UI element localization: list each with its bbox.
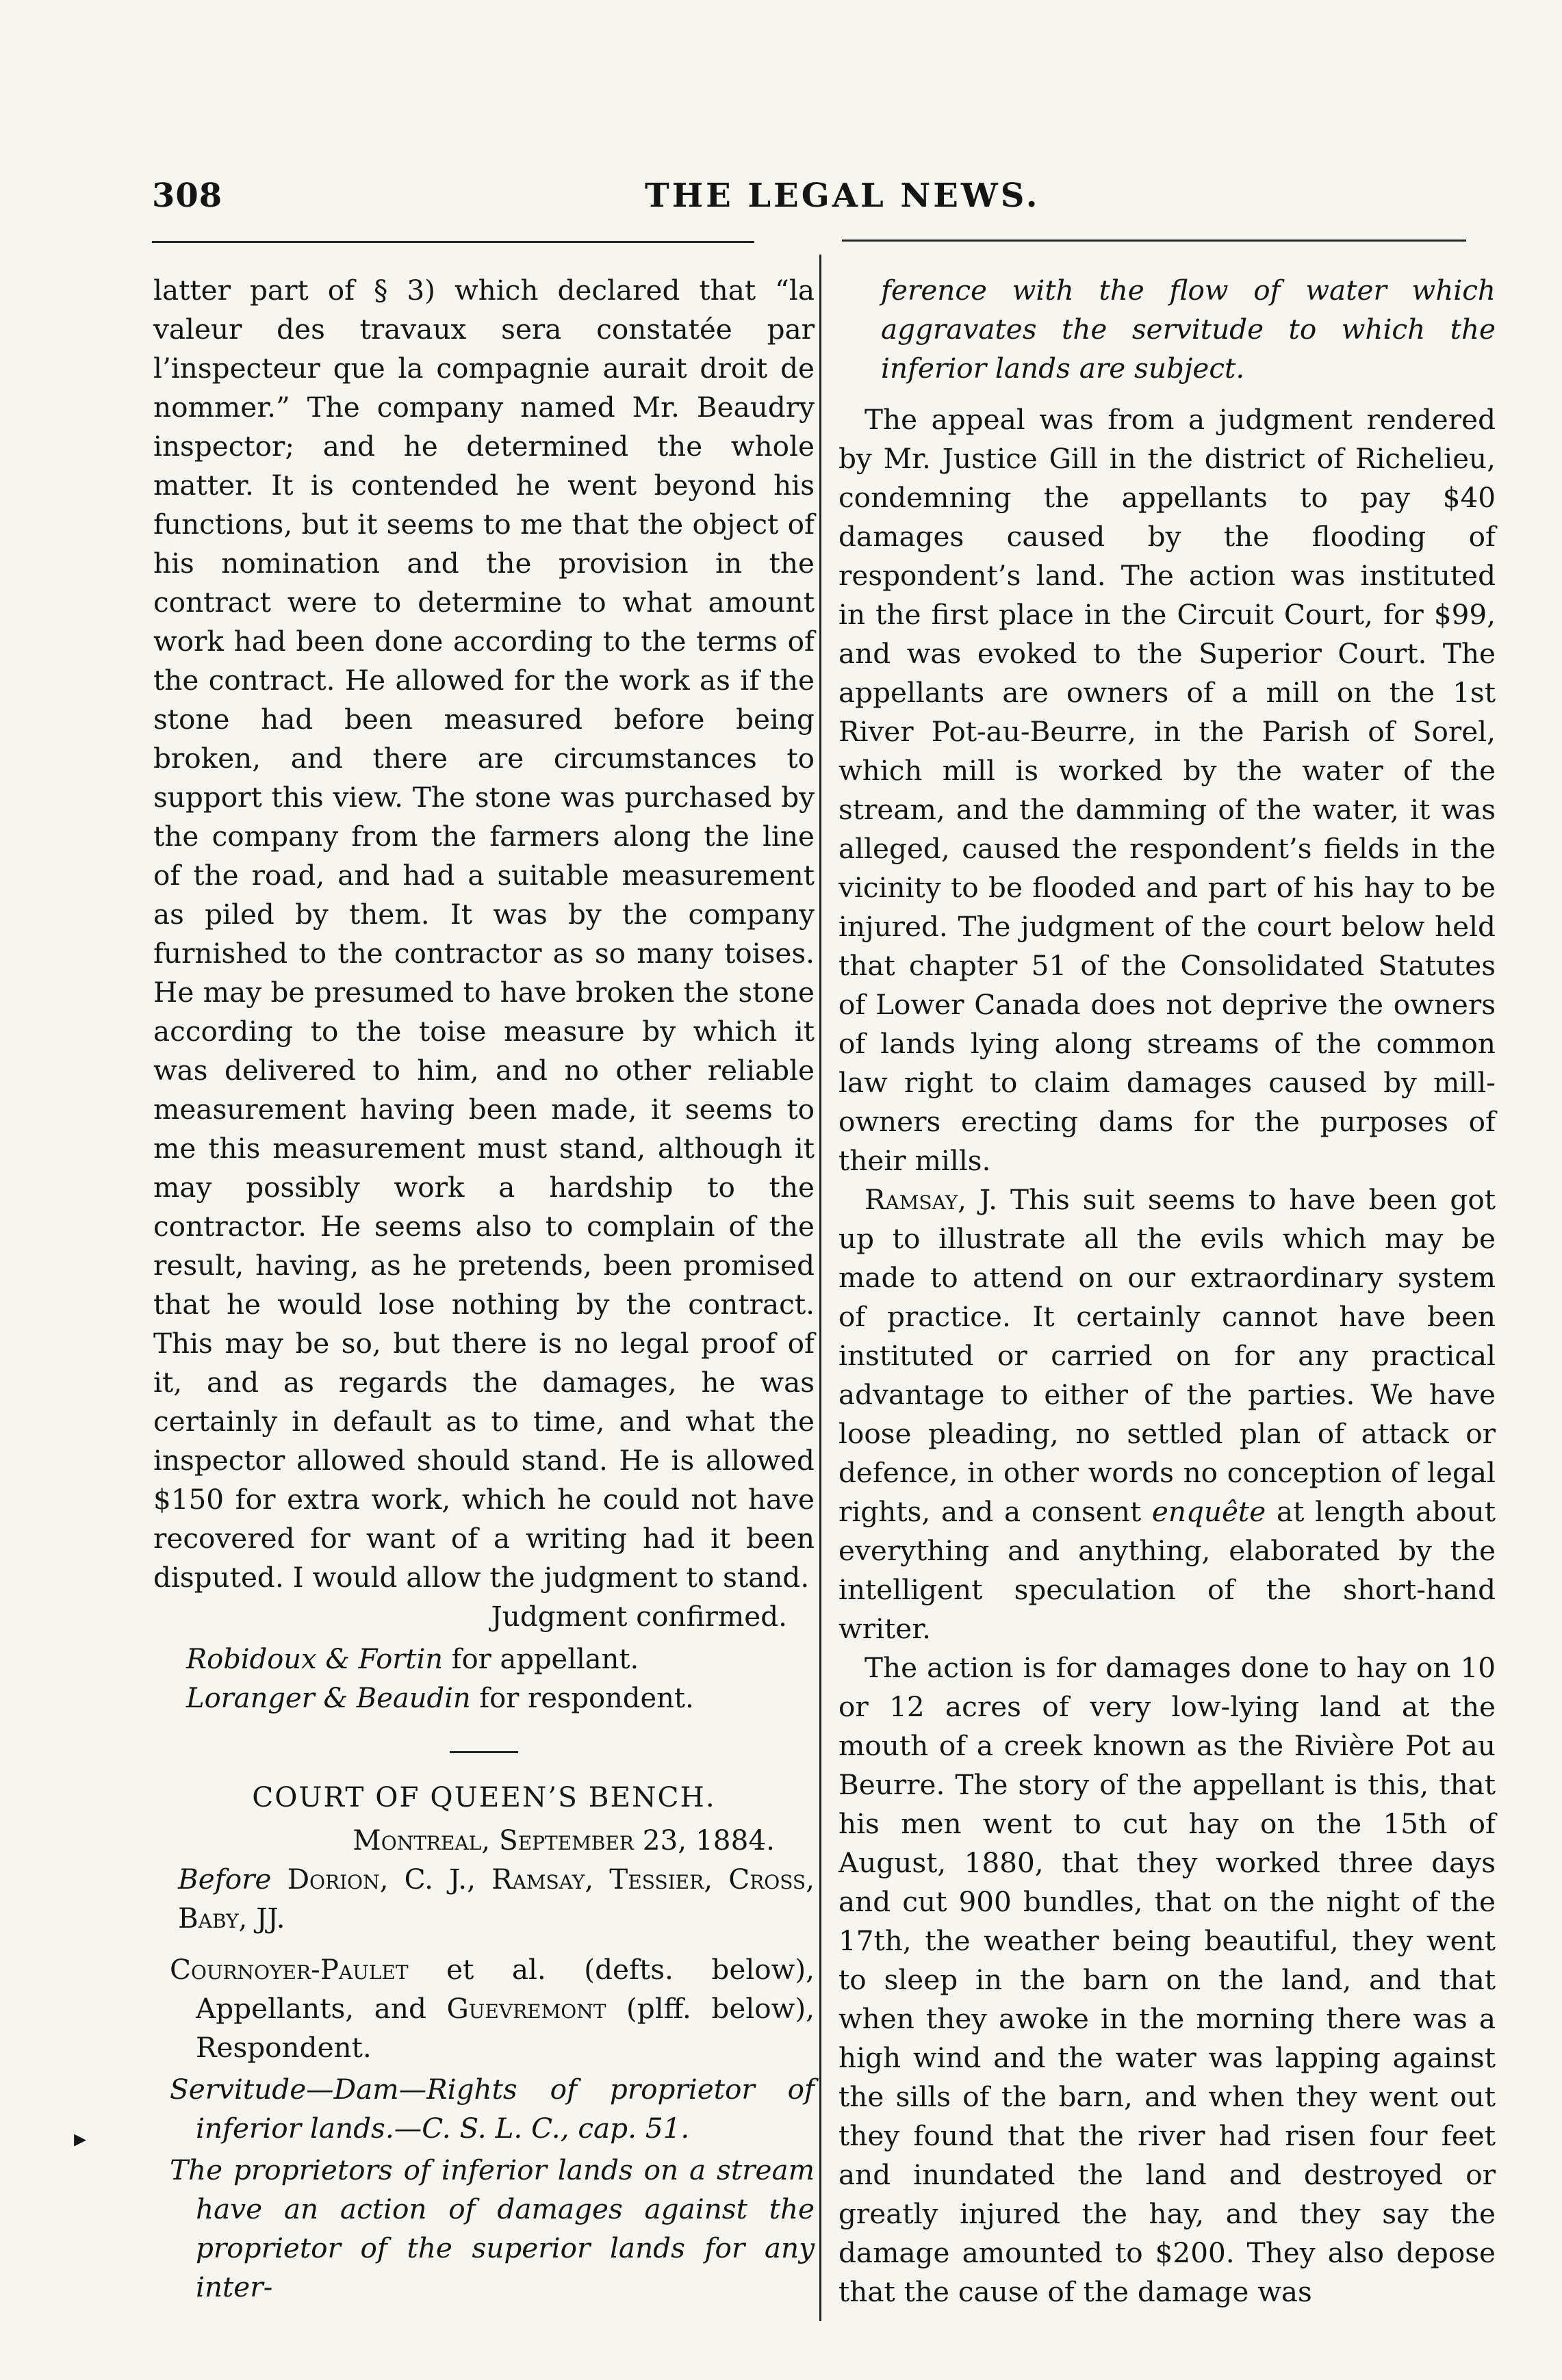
right-column — [838, 271, 1496, 2312]
counsel-respondent-role: for respondent. — [479, 1683, 694, 1714]
running-title: THE LEGAL NEWS. — [645, 177, 1040, 215]
date-line: Montreal, September 23, 1884. — [353, 1824, 775, 1857]
counsel-appellant-names: Robidoux & Fortin — [186, 1644, 444, 1675]
left-paragraph-1: latter part of § 3) which declared that “la valeur des travaux sera constatée par l’inspecteur que la compagnie aurait droit de nommer.” The company named Mr. Beaudry inspector; and he determined the whole matter. It is contended he went beyond his functions, but it seems to me that the object of his nomination and the provision in the contract were to determine to what amount work had been done according to the terms of the contract. He allowed for the work as if the stone had been measured before being broken, and there are circumstances to support this view. The stone was purchased by the company from the farmers along the line of the road, and had a suitable measurement as piled by them. It was by the company furnished to the contractor as so many toises. He may be presumed to have broken the stone according to the toise measure by which it was delivered to him, and no other reliable measurement having been made, it seems to me this measurement must stand, although it may possibly work a hardship to the contractor. He seems also to complain of the result, having, as he pretends, been promised that he would lose nothing by the contract. This may be so, but there is no legal proof of it, and as regards the damages, he was certainly in default as to time, and what the inspector allowed should stand. He is allowed $150 for extra work, which he could not have recovered for want of a writing had it been disputed. I would allow the judgment to stand. — [153, 274, 815, 1594]
bench-judges: Dorion, C. J., Ramsay, Tessier, Cross, Baby, JJ. — [178, 1863, 815, 1935]
column-divider — [819, 255, 821, 2321]
ramsay-text-1: This suit seems to have been got up to illustrate all the evils which may be made to attend on our extraordinary system of practice. It certainly cannot have been instituted or carried on for any practical advantage to either of the parties. We have loose pleading, no settled plan of attack or defence, in other words no conception of legal rights, and a consent — [838, 1183, 1496, 1528]
counsel-appellant-role: for appellant. — [451, 1644, 639, 1675]
headnote-end: ference with the flow of water which aggravates the servitude to which the inferior lands are subject. — [881, 274, 1496, 385]
page-number: 308 — [152, 177, 223, 215]
appellant-text: et al. (defts. below), Appellants, and — [196, 1953, 815, 2025]
counsel-respondent-names: Loranger & Beaudin — [186, 1683, 471, 1714]
left-column — [153, 271, 815, 2307]
header-rule-left — [152, 241, 754, 243]
court-title: COURT OF QUEEN’S BENCH. — [252, 1781, 716, 1813]
respondent-text: (plff. below), Respondent. — [196, 1992, 815, 2064]
counsel-respondent — [186, 1679, 815, 1718]
page-header — [152, 177, 1466, 224]
appeal-paragraph: The appeal was from a judgment rendered by Mr. Justice Gill in the district of Richelieu, condemning the appellants to pay $40 damages caused by the flooding of respondent’s land. The action was instituted in the first place in the Circuit Court, for $99, and was evoked to the Superior Court. The appellants are owners of a mill on the 1st River Pot-au-Beurre, in the Parish of Sorel, which mill is worked by the water of the stream, and the damming of the water, it was alleged, caused the respondent’s fields in the vicinity to be flooded and part of his hay to be injured. The judgment of the court below held that chapter 51 of the Consolidated Statutes of Lower Canada does not deprive the owners of lands lying along streams of the common law right to claim damages caused by mill-owners erecting dams for the purposes of their mills. — [838, 403, 1496, 1177]
bench-prefix: Before — [178, 1863, 272, 1896]
section-rule — [450, 1751, 518, 1753]
judge-name: Ramsay, J. — [865, 1183, 997, 1216]
ramsay-text-2: at length about everything and anything, elaborated by the intelligent speculation of the short-hand writer. — [838, 1495, 1496, 1645]
margin-mark: ▸ — [74, 2125, 87, 2153]
ramsay-paragraph — [838, 1180, 1496, 1648]
counsel-appellant — [186, 1640, 815, 1679]
subject-line: Servitude—Dam—Rights of proprietor of inferior lands.—C. S. L. C., cap. 51. — [170, 2073, 815, 2145]
judgment-line: Judgment confirmed. — [491, 1600, 787, 1633]
parties-line — [153, 1950, 815, 2067]
appellant-name: Cournoyer-Paulet — [170, 1953, 409, 1986]
header-rule-right — [842, 240, 1466, 242]
action-paragraph: The action is for damages done to hay on 10 or 12 acres of very low-lying land at the mouth of a creek known as the Rivière Pot au Beurre. The story of the appellant is this, that his men went to cut hay on the 15th of August, 1880, that they worked three days and cut 900 bundles, that on the night of the 17th, the weather being beautiful, they went to sleep in the barn on the land, and that when they awoke in the morning there was a high wind and the water was lapping against the sills of the barn, and when they went out they found that the river had risen four feet and inundated the land and destroyed or greatly injured the hay, and they say the damage amounted to $200. They also depose that the cause of the damage was — [838, 1651, 1496, 2308]
respondent-name: Guevremont — [446, 1992, 606, 2025]
bench-line — [153, 1860, 815, 1938]
headnote-start: The proprietors of inferior lands on a stream have an action of damages against the proprietor of the superior lands for any inter- — [170, 2153, 815, 2303]
enquete-term: enquête — [1151, 1495, 1266, 1528]
